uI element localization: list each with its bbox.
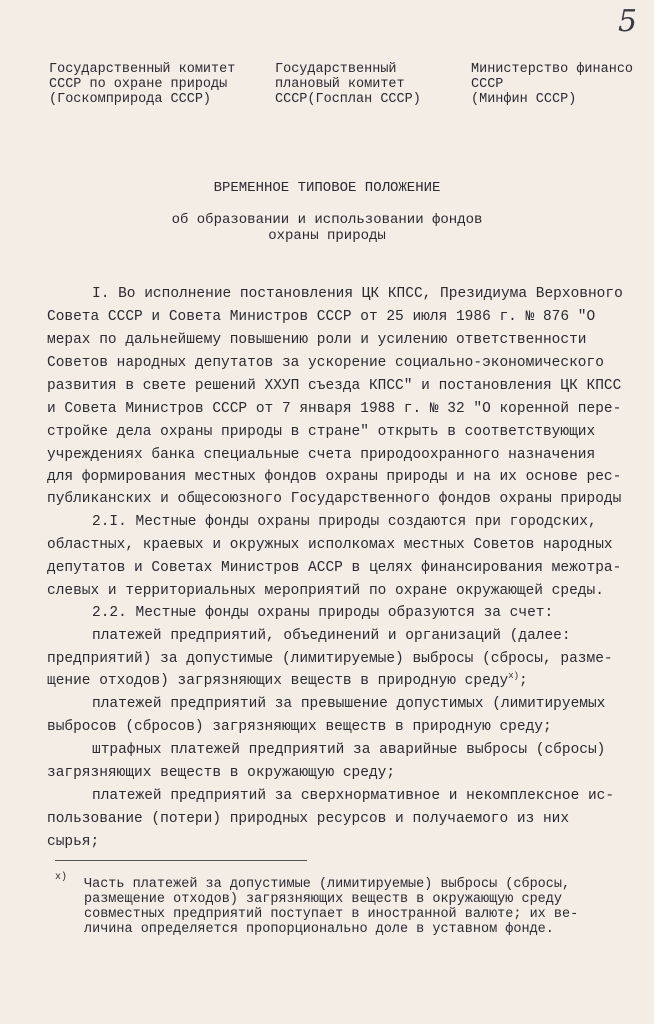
body-line: щение отходов) загрязняющих веществ в природную среду$^{x)}$;: [47, 671, 528, 689]
document-subtitle: об образовании и использовании фондов охраны природы: [171, 212, 483, 244]
footnote-ref: x): [508, 671, 519, 681]
body-line: мерах по дальнейшему повышению роли и усилению ответственности: [47, 332, 587, 348]
body-line: 2.2. Местные фонды охраны природы образуются за счет:: [92, 605, 554, 621]
body-line: учреждениях банка специальные счета природоохранного назначения: [47, 447, 596, 463]
footnote-divider: [55, 860, 307, 861]
body-line: сырья;: [47, 834, 100, 850]
body-line: выбросов (сбросов) загрязняющих веществ в природную среду;: [47, 719, 552, 735]
body-line: для формирования местных фондов охраны природы и на их основе рес-: [47, 469, 622, 485]
body-line: слевых и территориальных мероприятий по охране окружающей среды.: [47, 583, 604, 599]
document-title: ВРЕМЕННОЕ ТИПОВОЕ ПОЛОЖЕНИЕ: [213, 180, 441, 196]
body-line: I. Во исполнение постановления ЦК КПСС, Президиума Верховного: [92, 286, 623, 302]
footnote-line: личина определяется пропорционально доле в уставном фонде.: [84, 922, 554, 937]
page-number: 5: [618, 4, 638, 39]
footnote-line: совместных предприятий поступает в иностранной валюте; их ве-: [84, 907, 579, 922]
body-line: развития в свете решений ХХУП съезда КПСС" и постановления ЦК КПСС: [47, 378, 622, 394]
footnote-marker: x): [55, 872, 68, 883]
body-line: предприятий) за допустимые (лимитируемые) выбросы (сбросы, разме-: [47, 651, 613, 667]
body-line: платежей предприятий, объединений и организаций (далее:: [92, 628, 571, 644]
body-line: Совета СССР и Совета Министров СССР от 25 июля 1986 г. № 876 "О: [47, 309, 596, 325]
footnote-line: размещение отходов) загрязняющих веществ в окружающую среду: [84, 892, 562, 907]
body-line: депутатов и Советах Министров АССР в целях финансирования межотра-: [47, 560, 622, 576]
header-minfin: Министерство финансо СССР (Минфин СССР): [471, 62, 634, 107]
header-goskompriroda: Государственный комитет СССР по охране природы (Госкомприрода СССР): [49, 62, 236, 107]
body-line: загрязняющих веществ в окружающую среду;: [47, 765, 396, 781]
body-line: платежей предприятий за сверхнормативное и некомплексное ис-: [92, 788, 615, 804]
header-gosplan: Государственный плановый комитет СССР(Госплан СССР): [275, 62, 421, 107]
body-line: областных, краевых и окружных исполкомах местных Советов народных: [47, 537, 613, 553]
body-line: и Совета Министров СССР от 7 января 1988 г. № 32 "О коренной пере-: [47, 401, 622, 417]
footnote-line: Часть платежей за допустимые (лимитируемые) выбросы (сбросы,: [84, 877, 571, 892]
body-line: штрафных платежей предприятий за аварийные выбросы (сбросы): [92, 742, 606, 758]
body-line: пользование (потери) природных ресурсов и получаемого из них: [47, 811, 570, 827]
body-line: Советов народных депутатов за ускорение социально-экономического: [47, 355, 604, 371]
body-line: платежей предприятий за превышение допустимых (лимитируемых: [92, 696, 606, 712]
body-line: публиканских и общесоюзного Государственного фондов охраны природы: [47, 491, 622, 507]
body-line: стройке дела охраны природы в стране" открыть в соответствующих: [47, 424, 596, 440]
body-line: 2.I. Местные фонды охраны природы создаются при городских,: [92, 514, 597, 530]
